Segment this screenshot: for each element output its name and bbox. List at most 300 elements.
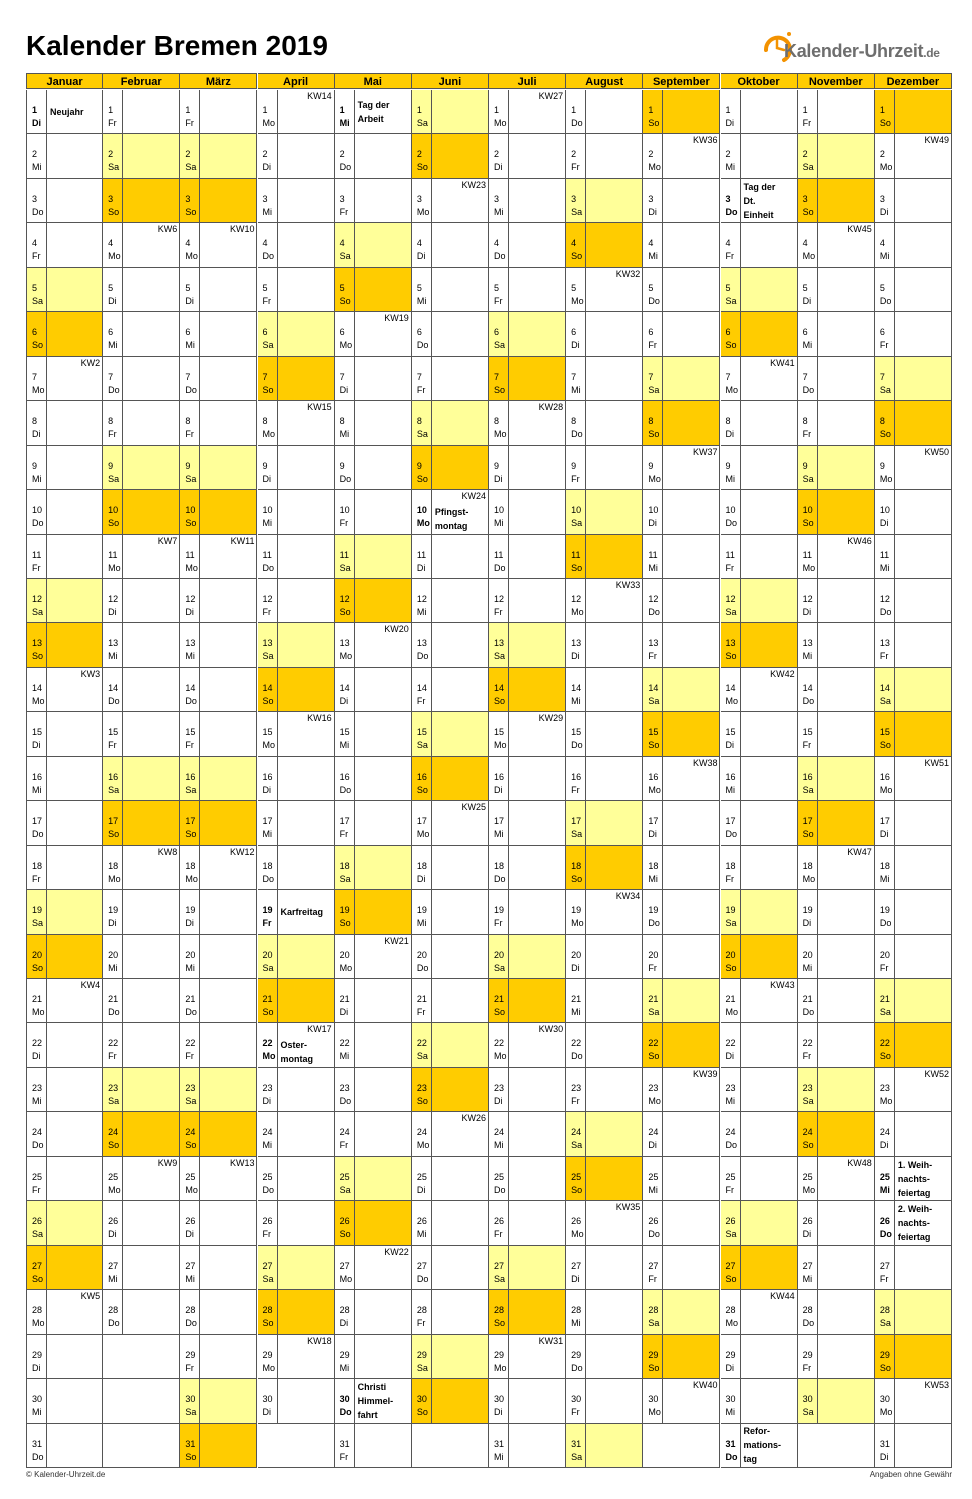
weekday-abbr: So <box>802 518 814 529</box>
day-number: 18 <box>648 860 659 871</box>
day-number: 24 <box>494 1127 505 1138</box>
weekday-abbr: So <box>262 1318 274 1329</box>
weekday-abbr: Fr <box>725 562 734 573</box>
weekday-abbr: Di <box>108 918 117 929</box>
day-cell <box>566 1068 643 1112</box>
weekday-abbr: Mi <box>879 873 890 884</box>
weekday-abbr: So <box>185 518 197 529</box>
holiday-name: Christi Himmel- fahrt <box>357 1381 394 1420</box>
day-number: 10 <box>416 505 427 516</box>
day-number: 23 <box>32 1082 43 1093</box>
day-cell <box>258 1068 335 1112</box>
weekday-abbr: Mi <box>32 1407 42 1418</box>
day-cell <box>258 1246 335 1290</box>
day-cell <box>875 890 952 934</box>
day-number: 25 <box>416 1171 427 1182</box>
day-cell <box>335 890 412 934</box>
holiday-name: 1. Weih- nachts- feiertag <box>897 1159 933 1198</box>
day-cell <box>412 134 489 178</box>
day-number: 21 <box>32 994 43 1005</box>
day-cell <box>258 623 335 667</box>
day-cell <box>721 401 798 445</box>
day-cell <box>566 712 643 756</box>
calendar-week-label: KW2 <box>80 357 101 368</box>
day-cell <box>180 223 257 267</box>
weekday-abbr: Fr <box>648 1273 657 1284</box>
day-number: 27 <box>108 1260 119 1271</box>
page-title: Kalender Bremen 2019 <box>26 30 328 61</box>
weekday-abbr: Fr <box>725 1184 734 1195</box>
weekday-abbr: Mo <box>802 873 816 884</box>
day-number: 2 <box>32 149 38 160</box>
day-cell <box>566 268 643 312</box>
weekday-abbr: Fr <box>108 429 117 440</box>
day-cell <box>566 1246 643 1290</box>
weekday-abbr: Sa <box>185 1095 197 1106</box>
day-number: 12 <box>32 593 43 604</box>
day-cell <box>26 179 103 223</box>
weekday-abbr: Mi <box>339 1051 350 1062</box>
day-cell <box>489 1023 566 1067</box>
day-number: 2 <box>802 149 808 160</box>
weekday-abbr: So <box>879 1362 891 1373</box>
weekday-abbr: Di <box>108 606 117 617</box>
day-cell <box>412 579 489 623</box>
day-number: 15 <box>494 727 505 738</box>
day-cell <box>643 668 720 712</box>
weekday-abbr: Sa <box>802 162 814 173</box>
weekday-abbr: Mo <box>108 562 121 573</box>
day-number: 2 <box>108 149 114 160</box>
day-number: 21 <box>571 994 582 1005</box>
day-number: 4 <box>262 238 268 249</box>
day-number: 10 <box>262 505 273 516</box>
day-cell <box>489 1335 566 1379</box>
day-number: 16 <box>108 771 119 782</box>
weekday-abbr: Do <box>648 295 660 306</box>
weekday-abbr: Mi <box>108 651 118 662</box>
day-cell <box>258 134 335 178</box>
day-number: 5 <box>32 282 38 293</box>
weekday-abbr: Mi <box>879 1184 890 1195</box>
day-cell <box>335 312 412 356</box>
weekday-abbr: Do <box>339 1407 352 1418</box>
day-number: 9 <box>108 460 114 471</box>
day-cell <box>180 668 257 712</box>
calendar-week-label: KW35 <box>615 1202 641 1213</box>
weekday-abbr: Mi <box>416 1229 427 1240</box>
day-cell <box>566 312 643 356</box>
weekday-abbr: Fr <box>32 1184 41 1195</box>
weekday-abbr: Fr <box>339 1140 349 1151</box>
day-cell <box>26 1112 103 1156</box>
weekday-abbr: Mo <box>648 1095 661 1106</box>
weekday-abbr: Di <box>262 1407 271 1418</box>
day-cell <box>875 1290 952 1334</box>
day-cell <box>335 1246 412 1290</box>
day-number: 16 <box>725 771 736 782</box>
day-cell <box>643 90 720 134</box>
day-cell <box>566 1023 643 1067</box>
day-cell <box>798 1201 875 1245</box>
weekday-abbr: So <box>648 1362 660 1373</box>
day-cell <box>721 1112 798 1156</box>
day-cell <box>798 1068 875 1112</box>
day-number: 10 <box>185 505 196 516</box>
weekday-abbr: Mo <box>494 1362 507 1373</box>
weekday-abbr: Fr <box>494 1229 503 1240</box>
day-number: 23 <box>108 1082 119 1093</box>
weekday-abbr: Di <box>416 562 426 573</box>
day-number: 9 <box>571 460 577 471</box>
weekday-abbr: Mi <box>802 340 813 351</box>
calendar-week-label: KW15 <box>307 402 332 413</box>
weekday-abbr: Di <box>648 829 657 840</box>
day-number: 1 <box>108 105 114 115</box>
weekday-abbr: Mo <box>879 784 893 795</box>
day-number: 24 <box>262 1127 273 1138</box>
weekday-abbr: So <box>802 829 814 840</box>
day-number: 1 <box>262 105 268 115</box>
weekday-abbr: So <box>262 384 274 395</box>
weekday-abbr: Mo <box>494 429 507 440</box>
day-cell <box>875 1157 952 1201</box>
day-number: 5 <box>571 282 577 293</box>
weekday-abbr: Mo <box>262 740 276 751</box>
day-number: 18 <box>262 860 273 871</box>
day-cell <box>875 357 952 401</box>
weekday-abbr: Do <box>494 562 506 573</box>
weekday-abbr: Mo <box>262 118 276 128</box>
holiday-name: Karfreitag <box>280 906 324 917</box>
day-number: 15 <box>571 727 582 738</box>
day-cell <box>258 712 335 756</box>
day-cell <box>875 312 952 356</box>
weekday-abbr: Mo <box>571 1229 584 1240</box>
day-cell <box>412 1335 489 1379</box>
weekday-abbr: Sa <box>416 429 428 440</box>
day-cell <box>798 535 875 579</box>
day-cell <box>875 935 952 979</box>
month-header: Juni <box>412 73 489 89</box>
day-cell <box>875 846 952 890</box>
day-cell <box>335 357 412 401</box>
day-cell <box>412 268 489 312</box>
month-header: Juli <box>489 73 566 89</box>
day-cell <box>875 1424 952 1468</box>
day-cell <box>412 846 489 890</box>
calendar-week-label: KW10 <box>229 224 255 235</box>
day-number: 8 <box>725 416 731 427</box>
weekday-abbr: Mo <box>879 1095 893 1106</box>
day-number: 17 <box>494 816 505 827</box>
day-cell <box>489 890 566 934</box>
calendar-week-label: KW39 <box>692 1068 718 1079</box>
weekday-abbr: So <box>494 695 506 706</box>
day-number: 21 <box>725 994 736 1005</box>
weekday-abbr: So <box>108 1140 120 1151</box>
day-number: 16 <box>416 771 427 782</box>
day-cell <box>721 1201 798 1245</box>
day-number: 31 <box>494 1438 505 1449</box>
day-number: 15 <box>648 727 659 738</box>
calendar-week-label: KW47 <box>847 846 872 857</box>
weekday-abbr: Mi <box>648 562 658 573</box>
calendar-week-label: KW5 <box>80 1291 101 1302</box>
weekday-abbr: Fr <box>108 1051 117 1062</box>
weekday-abbr: Di <box>725 429 734 440</box>
day-cell <box>335 757 412 801</box>
day-number: 19 <box>494 905 505 916</box>
day-number: 17 <box>725 816 736 827</box>
day-number: 14 <box>725 682 736 693</box>
weekday-abbr: Mo <box>339 340 353 351</box>
day-number: 4 <box>725 238 731 249</box>
day-cell <box>103 579 180 623</box>
day-cell <box>103 890 180 934</box>
day-cell <box>103 1112 180 1156</box>
day-number: 4 <box>108 238 114 249</box>
day-number: 27 <box>262 1260 273 1271</box>
day-number: 12 <box>879 593 890 604</box>
day-number: 7 <box>185 371 191 382</box>
weekday-abbr: Fr <box>262 295 271 306</box>
day-cell <box>489 490 566 534</box>
weekday-abbr: Di <box>725 740 734 751</box>
day-cell <box>180 312 257 356</box>
day-cell <box>26 623 103 667</box>
day-cell <box>721 535 798 579</box>
day-cell <box>412 935 489 979</box>
day-number: 7 <box>262 371 268 382</box>
day-number: 21 <box>879 994 890 1005</box>
day-cell <box>26 134 103 178</box>
day-cell <box>26 401 103 445</box>
weekday-abbr: Mo <box>648 1407 661 1418</box>
day-cell <box>721 979 798 1023</box>
day-cell <box>489 668 566 712</box>
weekday-abbr: Sa <box>185 1407 197 1418</box>
day-number: 2 <box>185 149 191 160</box>
day-cell <box>875 712 952 756</box>
day-cell <box>643 712 720 756</box>
weekday-abbr: Sa <box>185 784 197 795</box>
weekday-abbr: Do <box>494 251 506 262</box>
weekday-abbr: So <box>879 429 891 440</box>
day-number: 10 <box>879 505 890 516</box>
weekday-abbr: Mi <box>725 473 735 484</box>
day-cell <box>26 712 103 756</box>
weekday-abbr: Di <box>879 1140 889 1151</box>
day-number: 28 <box>416 1305 427 1316</box>
weekday-abbr: Do <box>416 340 429 351</box>
day-cell <box>180 979 257 1023</box>
day-cell <box>489 268 566 312</box>
day-number: 14 <box>648 682 659 693</box>
day-cell <box>566 134 643 178</box>
weekday-abbr: Mo <box>32 695 45 706</box>
day-number: 13 <box>879 638 890 649</box>
weekday-abbr: Sa <box>262 1273 274 1284</box>
day-number: 8 <box>802 416 808 427</box>
day-cell <box>258 90 335 134</box>
day-cell <box>26 1023 103 1067</box>
weekday-abbr: Mi <box>571 384 581 395</box>
day-number: 17 <box>185 816 196 827</box>
weekday-abbr: So <box>185 1451 197 1462</box>
day-cell <box>103 134 180 178</box>
day-number: 30 <box>725 1394 736 1405</box>
day-number: 14 <box>416 682 427 693</box>
day-number: 12 <box>262 593 273 604</box>
day-cell <box>643 1335 720 1379</box>
day-cell <box>643 179 720 223</box>
day-number: 6 <box>725 327 731 338</box>
day-number: 15 <box>879 727 890 738</box>
day-cell <box>798 490 875 534</box>
day-cell <box>798 1379 875 1423</box>
day-number: 29 <box>725 1349 736 1360</box>
day-number: 4 <box>879 238 885 249</box>
day-cell <box>489 623 566 667</box>
day-number: 1 <box>648 105 654 115</box>
calendar-week-label: KW44 <box>770 1291 795 1302</box>
day-cell <box>26 890 103 934</box>
day-cell <box>798 801 875 845</box>
day-number: 3 <box>725 193 731 204</box>
day-number: 19 <box>32 905 43 916</box>
weekday-abbr: Fr <box>262 918 272 929</box>
day-number: 7 <box>32 371 38 382</box>
calendar-week-label: KW32 <box>615 268 641 279</box>
day-number: 29 <box>185 1349 196 1360</box>
calendar-week-label: KW25 <box>461 802 486 813</box>
weekday-abbr: Do <box>725 518 738 529</box>
day-cell <box>643 623 720 667</box>
weekday-abbr: Di <box>725 118 734 128</box>
day-number: 30 <box>32 1394 43 1405</box>
day-number: 23 <box>571 1082 582 1093</box>
day-number: 25 <box>262 1171 273 1182</box>
weekday-abbr: Di <box>416 873 426 884</box>
day-number: 10 <box>571 505 582 516</box>
day-number: 17 <box>339 816 350 827</box>
month-header: April <box>258 73 335 89</box>
weekday-abbr: Di <box>339 1318 349 1329</box>
weekday-abbr: Di <box>802 295 812 306</box>
site-logo[interactable] <box>762 28 952 72</box>
weekday-abbr: Sa <box>648 1318 660 1329</box>
calendar-week-label: KW19 <box>384 313 409 324</box>
weekday-abbr: Sa <box>725 1229 737 1240</box>
day-cell <box>875 801 952 845</box>
calendar-week-label: KW3 <box>80 668 101 679</box>
day-number: 7 <box>339 371 345 382</box>
day-cell <box>875 1246 952 1290</box>
day-number: 25 <box>802 1171 813 1182</box>
day-cell <box>335 712 412 756</box>
weekday-abbr: Mo <box>185 873 198 884</box>
day-cell <box>26 490 103 534</box>
month-header: September <box>643 73 720 89</box>
month-header: August <box>566 73 643 89</box>
month-header: November <box>798 73 875 89</box>
weekday-abbr: Mo <box>32 384 45 395</box>
day-number: 25 <box>185 1171 196 1182</box>
weekday-abbr: Di <box>571 962 580 973</box>
day-cell <box>180 757 257 801</box>
day-number: 13 <box>108 638 119 649</box>
weekday-abbr: Mo <box>108 251 121 262</box>
weekday-abbr: Di <box>648 518 657 529</box>
day-number: 27 <box>802 1260 813 1271</box>
day-number: 27 <box>494 1260 505 1271</box>
day-cell <box>103 1068 180 1112</box>
weekday-abbr: So <box>571 251 583 262</box>
day-cell <box>721 846 798 890</box>
day-number: 6 <box>262 327 268 338</box>
day-number: 11 <box>725 549 735 560</box>
day-cell <box>180 357 257 401</box>
weekday-abbr: So <box>571 562 583 573</box>
weekday-abbr: Do <box>879 295 892 306</box>
day-cell <box>335 1424 412 1468</box>
day-cell <box>180 1424 257 1468</box>
day-cell <box>875 490 952 534</box>
weekday-abbr: Mo <box>108 1184 121 1195</box>
day-cell <box>412 1068 489 1112</box>
day-number: 20 <box>185 949 196 960</box>
day-cell <box>798 668 875 712</box>
day-cell <box>798 401 875 445</box>
day-cell <box>335 935 412 979</box>
day-cell <box>26 1157 103 1201</box>
weekday-abbr: Do <box>262 873 275 884</box>
day-cell <box>258 490 335 534</box>
day-number: 26 <box>185 1216 196 1227</box>
day-cell <box>335 490 412 534</box>
weekday-abbr: Mo <box>262 1051 276 1062</box>
day-cell <box>103 90 180 134</box>
day-number: 12 <box>185 593 196 604</box>
day-number: 11 <box>108 549 118 560</box>
weekday-abbr: Sa <box>262 651 274 662</box>
day-number: 4 <box>185 238 191 249</box>
weekday-abbr: Di <box>571 651 580 662</box>
weekday-abbr: Do <box>494 1184 506 1195</box>
day-cell <box>489 846 566 890</box>
weekday-abbr: Do <box>108 1318 120 1329</box>
empty-day-cell <box>103 1335 180 1379</box>
weekday-abbr: Do <box>262 562 275 573</box>
weekday-abbr: Do <box>185 1007 197 1018</box>
weekday-abbr: Do <box>725 1140 738 1151</box>
calendar-week-label: KW29 <box>538 713 564 724</box>
day-cell <box>180 801 257 845</box>
day-cell <box>258 1157 335 1201</box>
day-cell <box>258 401 335 445</box>
day-number: 18 <box>802 860 813 871</box>
day-cell <box>335 801 412 845</box>
weekday-abbr: Do <box>185 695 197 706</box>
day-cell <box>798 357 875 401</box>
day-cell <box>412 757 489 801</box>
day-number: 28 <box>185 1305 196 1316</box>
day-number: 21 <box>108 994 119 1005</box>
day-number: 7 <box>648 371 654 382</box>
weekday-abbr: Fr <box>802 1362 812 1373</box>
day-cell <box>180 268 257 312</box>
